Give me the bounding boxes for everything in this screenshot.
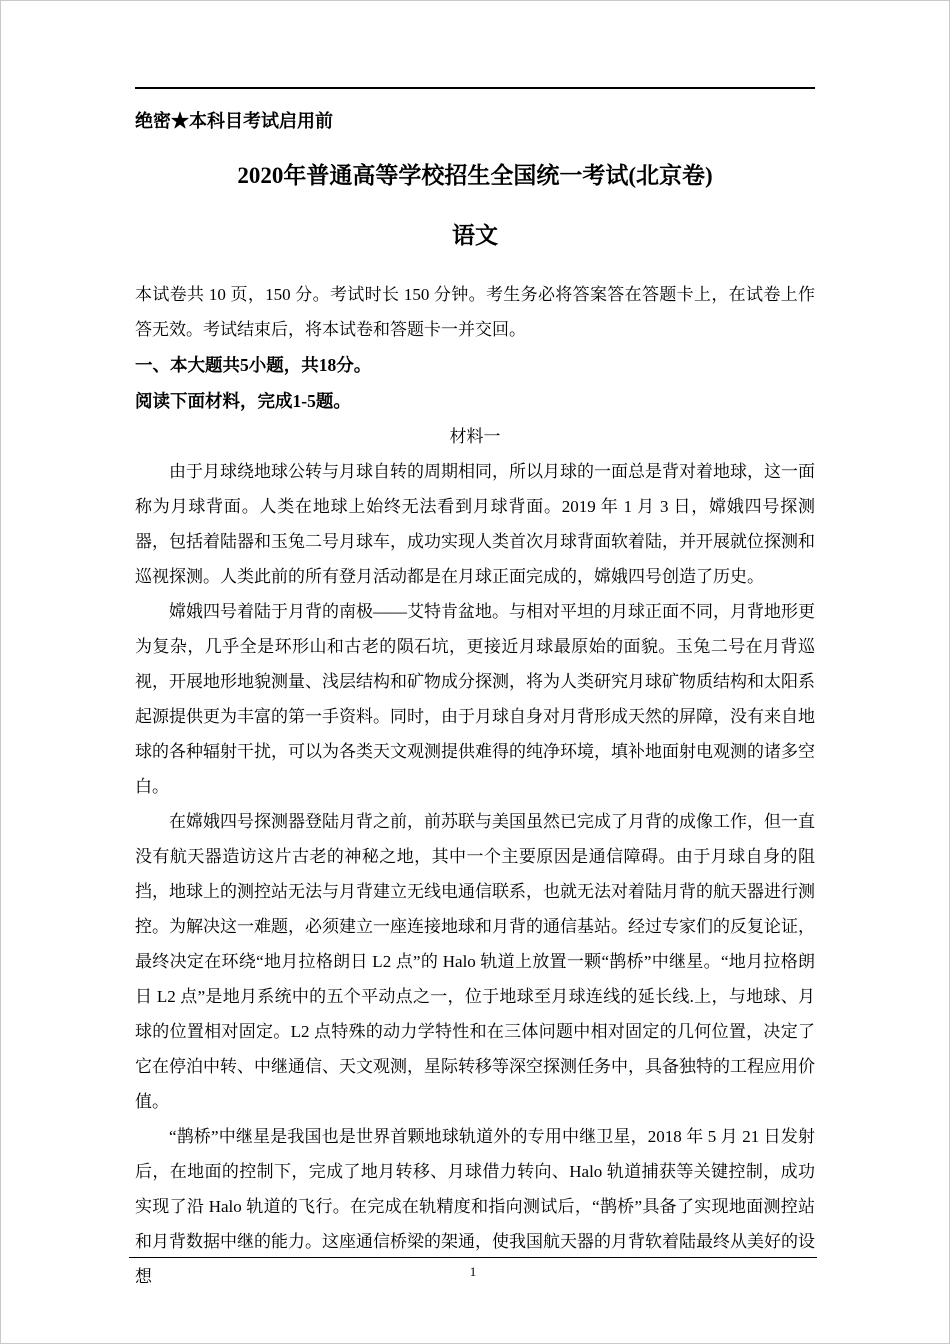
exam-title: 2020年普通高等学校招生全国统一考试(北京卷) [237,163,713,188]
material-paragraph-3: 在嫦娥四号探测器登陆月背之前，前苏联与美国虽然已完成了月背的成像工作，但一直没有航天器造访这片古老的神秘之地，其中一个主要原因是通信障碍。由于月球自身的阻挡，地球上的测控站无法与月背建立无线电通信联系，也就无法对着陆月背的航天器进行测控。为解决这一难题，必须建立一座连接地球和月背的通信基站。经过专家们的反复论证，最终决定在环绕“地月拉格朗日 L2 点”的 Halo 轨道上放置一颗“鹊桥”中继星。“地月拉格朗日 L2 点”是地月系统中的五个平动点之一，位于地球至月球连线的延长线.上，与地球、月球的位置相对固定。L2 点特殊的动力学特性和在三体问题中相对固定的几何位置，决定了它在停泊中转、中继通信、天文观测，星际转移等深空探测任务中，具备独特的工程应用价值。 [135,812,815,1111]
page-footer [129,1257,817,1281]
section-heading: 一、本大题共5小题，共18分。 [135,355,372,375]
subject-title: 语文 [452,223,498,248]
material-paragraph-4: “鹊桥”中继星是我国也是世界首颗地球轨道外的专用中继卫星，2018 年 5 月 21 日发射后，在地面的控制下，完成了地月转移、月球借力转向、Halo 轨道捕获等关键控制，成功实现了沿 Halo 轨道的飞行。在完成在轨精度和指向测试后，“鹊桥”具备了实现地面测控站和月背数据中继的能力。这座通信桥梁的架通，使我国航天器的月背软着陆最终从美好的设想 [135,1127,815,1286]
reading-instruction: 阅读下面材料，完成1-5题。 [135,391,351,411]
page-number: 1 [469,1264,477,1279]
material-paragraph-2: 嫦娥四号着陆于月背的南极——艾特肯盆地。与相对平坦的月球正面不同，月背地形更为复杂，几乎全是环形山和古老的陨石坑，更接近月球最原始的面貌。玉兔二号在月背巡视，开展地形地貌测量、浅层结构和矿物成分探测，将为人类研究月球矿物质结构和太阳系起源提供更为丰富的第一手资料。同时，由于月球自身对月背形成天然的屏障，没有来自地球的各种辐射干扰，可以为各类天文观测提供难得的纯净环境，填补地面射电观测的诸多空白。 [135,602,815,796]
header-rule [135,87,815,89]
material-paragraph-1: 由于月球绕地球公转与月球自转的周期相同，所以月球的一面总是背对着地球，这一面称为月球背面。人类在地球上始终无法看到月球背面。2019 年 1 月 3 日，嫦娥四号探测器，包括着陆器和玉兔二号月球车，成功实现人类首次月球背面软着陆，并开展就位探测和巡视探测。人类此前的所有登月活动都是在月球正面完成的，嫦娥四号创造了历史。 [135,462,815,586]
material-title: 材料一 [449,427,501,446]
exam-instructions: 本试卷共 10 页，150 分。考试时长 150 分钟。考生务必将答案答在答题卡上，在试卷上作答无效。考试结束后，将本试卷和答题卡一并交回。 [135,285,815,339]
classification-label: 绝密★本科目考试启用前 [135,111,333,131]
footer-rule [129,1257,817,1258]
